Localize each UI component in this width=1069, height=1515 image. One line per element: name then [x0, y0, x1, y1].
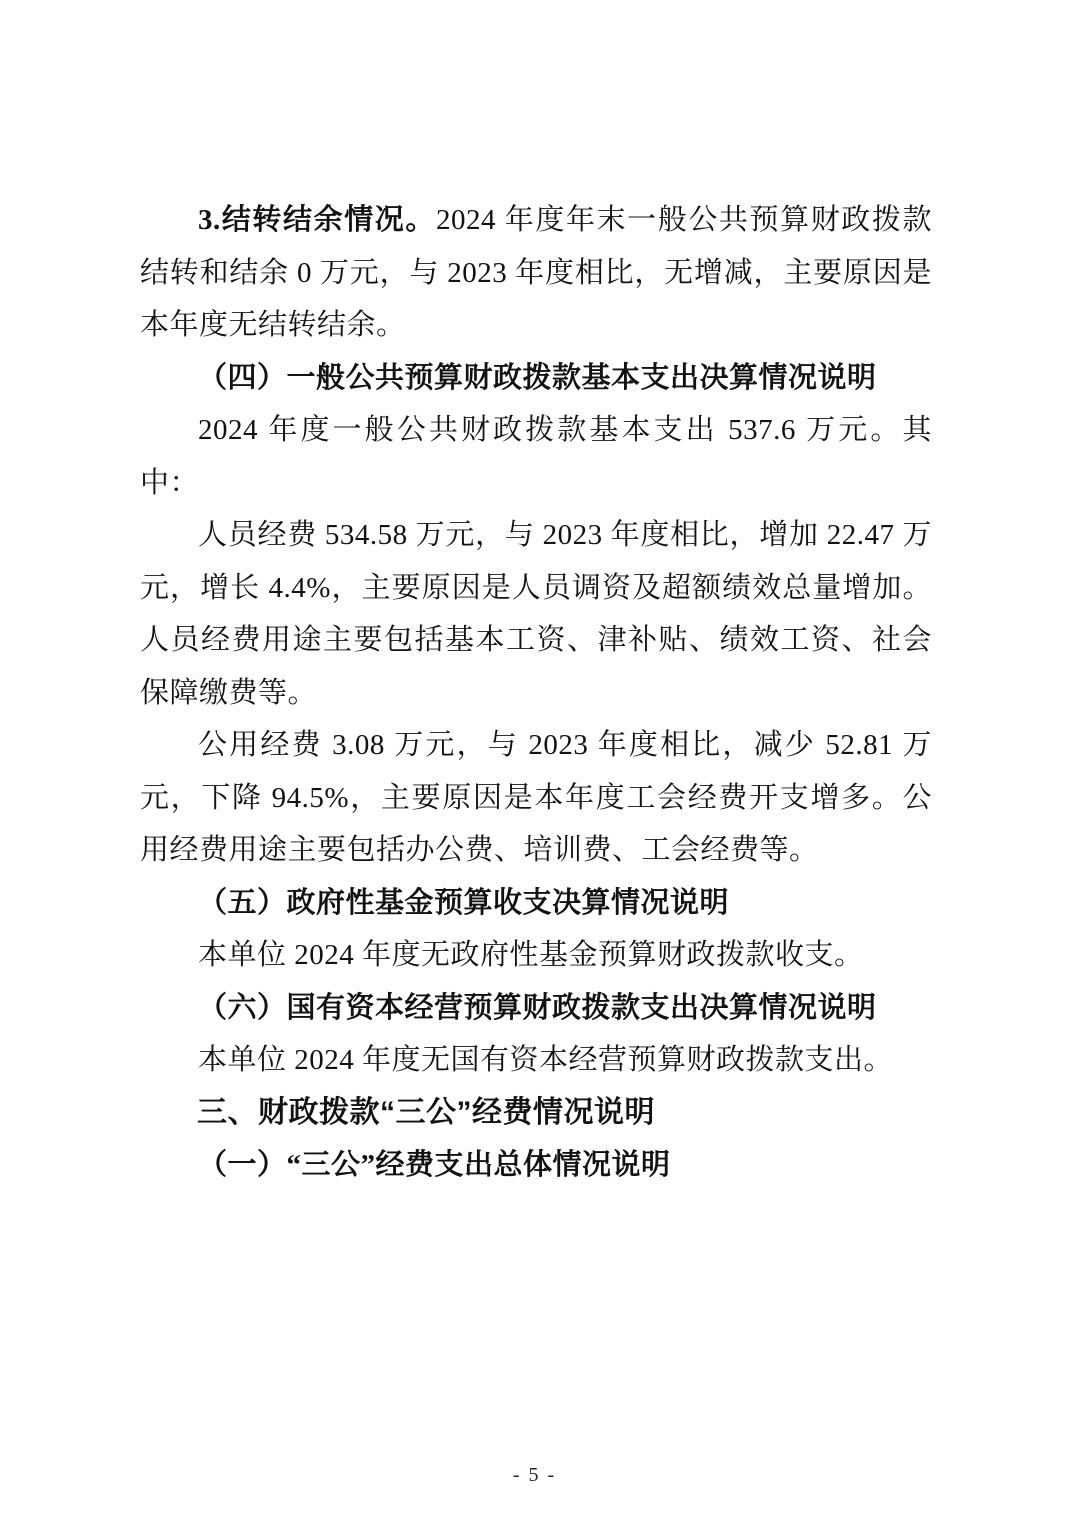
heading-section-6: （六）国有资本经营预算财政拨款支出决算情况说明 [198, 991, 877, 1024]
paragraph-personnel-funds: 人员经费 534.58 万元，与 2023 年度相比，增加 22.47 万元，增长 4.4%，主要原因是人员调资及超额绩效总量增加。人员经费用途主要包括基本工资、津补贴、绩效工资、社会保障缴费等。 [140, 519, 932, 709]
paragraph-carryover-balance [140, 194, 932, 352]
paragraph-basic-expenditure: 2024 年度一般公共财政拨款基本支出 537.6 万元。其中： [140, 414, 932, 499]
paragraph-state-capital: 本单位 2024 年度无国有资本经营预算财政拨款支出。 [198, 1044, 894, 1076]
page-number: - 5 - [512, 1464, 557, 1486]
heading-part-3-sub-1: （一）“三公”经费支出总体情况说明 [198, 1149, 671, 1181]
heading-section-4: （四）一般公共预算财政拨款基本支出决算情况说明 [198, 361, 877, 394]
heading-section-5: （五）政府性基金预算收支决算情况说明 [198, 886, 730, 919]
paragraph-carryover-rest: 2024 年度年末一般公共预算财政拨款结转和结余 0 万元，与 2023 年度相比，无增减，主要原因是本年度无结转结余。 [140, 204, 932, 341]
paragraph-gov-fund-budget: 本单位 2024 年度无政府性基金预算财政拨款收支。 [198, 939, 864, 971]
heading-part-3: 三、财政拨款“三公”经费情况说明 [197, 1095, 655, 1129]
document-content [140, 194, 932, 1192]
paragraph-carryover-lead: 3.结转结余情况。 [198, 204, 436, 236]
paragraph-public-funds: 公用经费 3.08 万元，与 2023 年度相比，减少 52.81 万元，下降 94.5%，主要原因是本年度工会经费开支增多。公用经费用途主要包括办公费、培训费、工会经费等。 [140, 729, 932, 866]
